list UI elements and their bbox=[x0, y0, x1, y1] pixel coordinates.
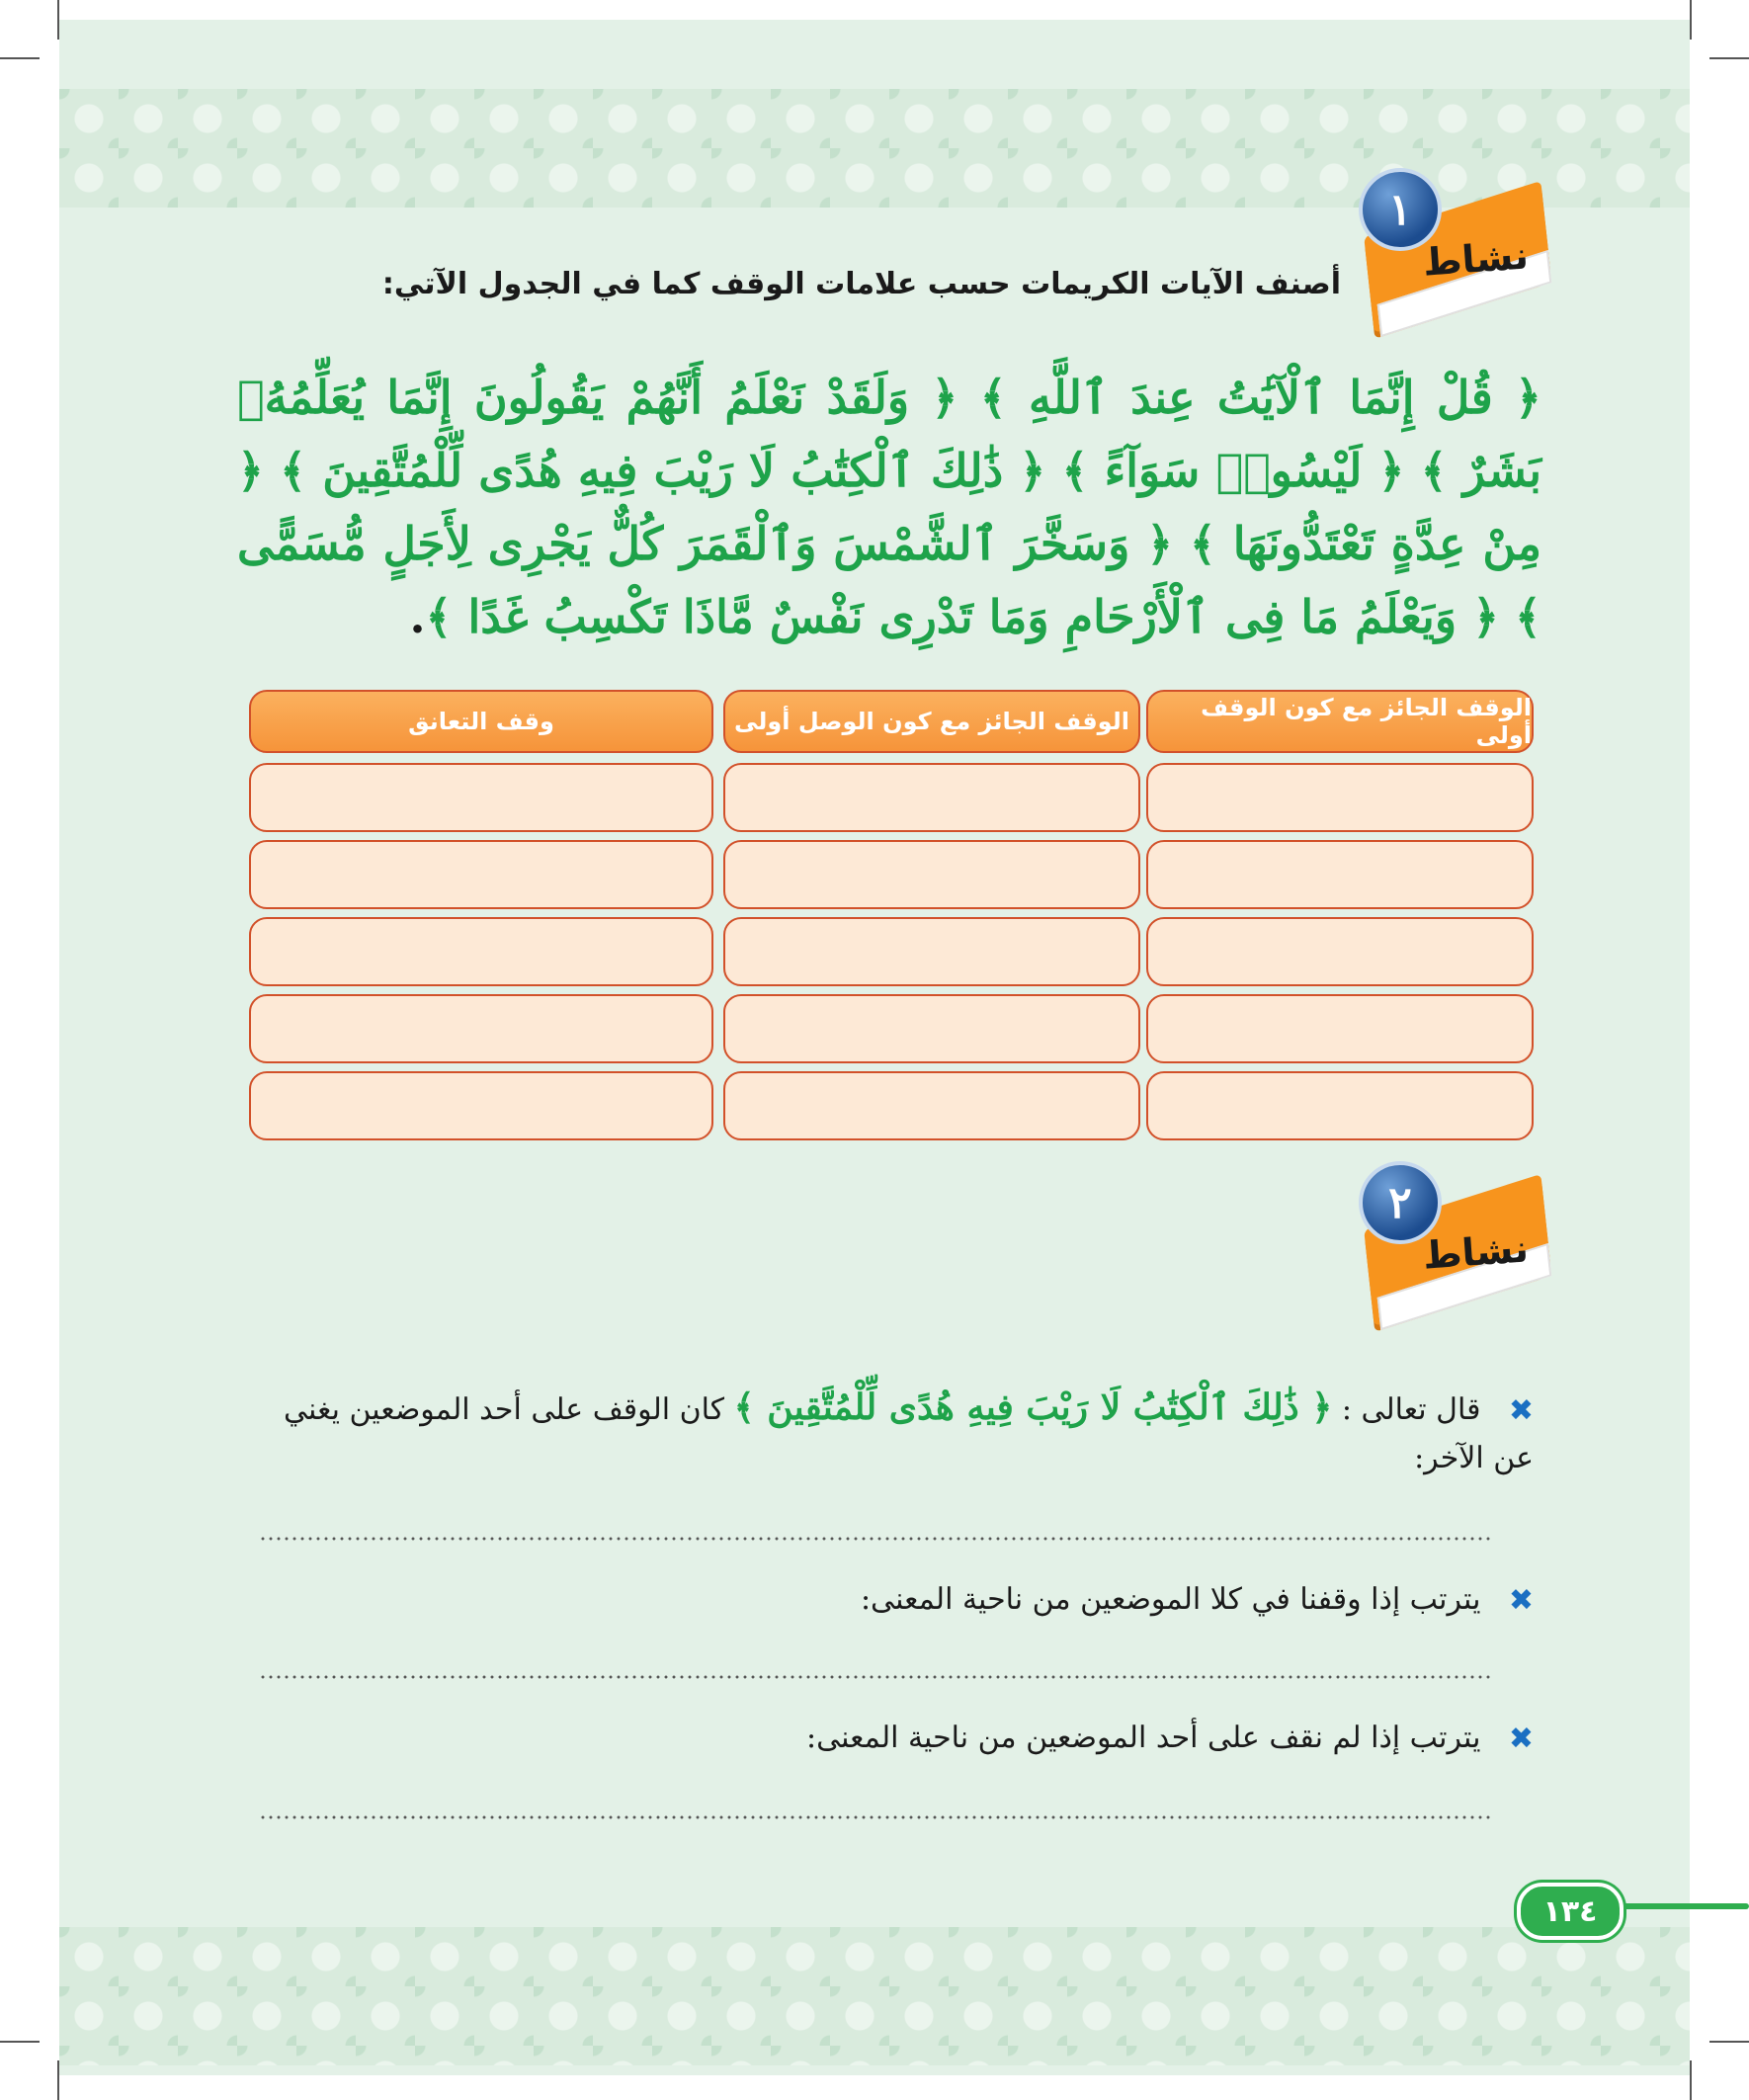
activity-label-2: نشاط bbox=[1421, 1226, 1531, 1278]
verses-end: . bbox=[409, 590, 426, 643]
table-cell[interactable] bbox=[723, 917, 1140, 986]
question-2-text: يترتب إذا وقفنا في كلا الموضعين من ناحية المعنى: bbox=[860, 1582, 1481, 1617]
bullet-star-icon: ✖ bbox=[1508, 1393, 1534, 1428]
question-1-verse: ﴿ ذَٰلِكَ ٱلْكِتَٰبُ لَا رَيْبَ فِيهِ هُدًى لِّلْمُتَّقِينَ ﴾ bbox=[733, 1386, 1333, 1428]
activity-1-instruction: أصنف الآيات الكريمات حسب علامات الوقف كما في الجدول الآتي: bbox=[381, 267, 1341, 301]
question-3 bbox=[239, 1715, 1534, 1763]
crop-mark bbox=[0, 2041, 40, 2043]
activity-badge-1 bbox=[1329, 168, 1566, 336]
bullet-star-icon: ✖ bbox=[1508, 1583, 1534, 1618]
table-cell[interactable] bbox=[249, 917, 713, 986]
question-1-suffix: كان الوقف على أحد الموضعين يغني عن الآخر: bbox=[284, 1392, 1534, 1475]
table-cell[interactable] bbox=[723, 763, 1140, 832]
table-cell[interactable] bbox=[723, 994, 1140, 1063]
table-cell[interactable] bbox=[723, 1071, 1140, 1140]
bullet-star-icon: ✖ bbox=[1508, 1722, 1534, 1756]
table-cell[interactable] bbox=[1146, 994, 1534, 1063]
activity-number-1: ١ bbox=[1359, 168, 1442, 251]
activity-label-1: نشاط bbox=[1421, 233, 1531, 285]
table-cell[interactable] bbox=[1146, 763, 1534, 832]
verses-text: ﴿ قُلْ إِنَّمَا ٱلْآيَٰتُ عِندَ ٱللَّهِ ﴾ ﴿ وَلَقَدْ نَعْلَمُ أَنَّهُمْ يَقُولُونَ إِنَّمَا يُعَلِّمُهُۥ بَشَرٌ ﴾ ﴿ لَيْسُوا۟ سَوَآءً ﴾ ﴿ ذَٰلِكَ ٱلْكِتَٰبُ لَا رَيْبَ فِيهِ هُدًى لِّلْمُتَّقِينَ ﴾ ﴿ مِنْ عِدَّةٍ تَعْتَدُّونَهَا ﴾ ﴿ وَسَخَّرَ ٱلشَّمْسَ وَٱلْقَمَرَ كُلٌّ يَجْرِى لِأَجَلٍ مُّسَمًّى ﴾ ﴿ وَيَعْلَمُ مَا فِى ٱلْأَرْحَامِ وَمَا تَدْرِى نَفْسٌ مَّاذَا تَكْسِبُ غَدًا ﴾ bbox=[237, 371, 1541, 643]
table-cell[interactable] bbox=[249, 994, 713, 1063]
activity-number-2: ٢ bbox=[1359, 1161, 1442, 1244]
answer-line-1[interactable] bbox=[259, 1537, 1494, 1541]
question-3-text: يترتب إذا لم نقف على أحد الموضعين من ناحية المعنى: bbox=[805, 1721, 1481, 1755]
answer-line-2[interactable] bbox=[259, 1675, 1494, 1679]
question-2 bbox=[239, 1576, 1534, 1625]
question-1-prefix: قال تعالى : bbox=[1341, 1392, 1481, 1427]
decorative-pattern-bottom bbox=[59, 1927, 1690, 2065]
quran-verses bbox=[237, 361, 1541, 653]
answer-line-3[interactable] bbox=[259, 1815, 1494, 1819]
crop-mark bbox=[0, 57, 40, 59]
table-header-col1: الوقف الجائز مع كون الوقف أولى bbox=[1146, 690, 1534, 753]
activity-badge-2 bbox=[1329, 1161, 1566, 1329]
table-cell[interactable] bbox=[1146, 917, 1534, 986]
table-cell[interactable] bbox=[249, 840, 713, 909]
crop-mark bbox=[1690, 0, 1692, 40]
table-cell[interactable] bbox=[249, 763, 713, 832]
page-number: ١٣٤ bbox=[1517, 1883, 1624, 1940]
table-cell[interactable] bbox=[1146, 840, 1534, 909]
crop-mark bbox=[1690, 2060, 1692, 2100]
table-cell[interactable] bbox=[723, 840, 1140, 909]
table-header-col3: وقف التعانق bbox=[249, 690, 713, 753]
table-cell[interactable] bbox=[249, 1071, 713, 1140]
page-number-line bbox=[1621, 1903, 1749, 1909]
table-cell[interactable] bbox=[1146, 1071, 1534, 1140]
question-1 bbox=[239, 1384, 1534, 1482]
crop-mark bbox=[1709, 2041, 1749, 2043]
crop-mark bbox=[1709, 57, 1749, 59]
table-header-col2: الوقف الجائز مع كون الوصل أولى bbox=[723, 690, 1140, 753]
